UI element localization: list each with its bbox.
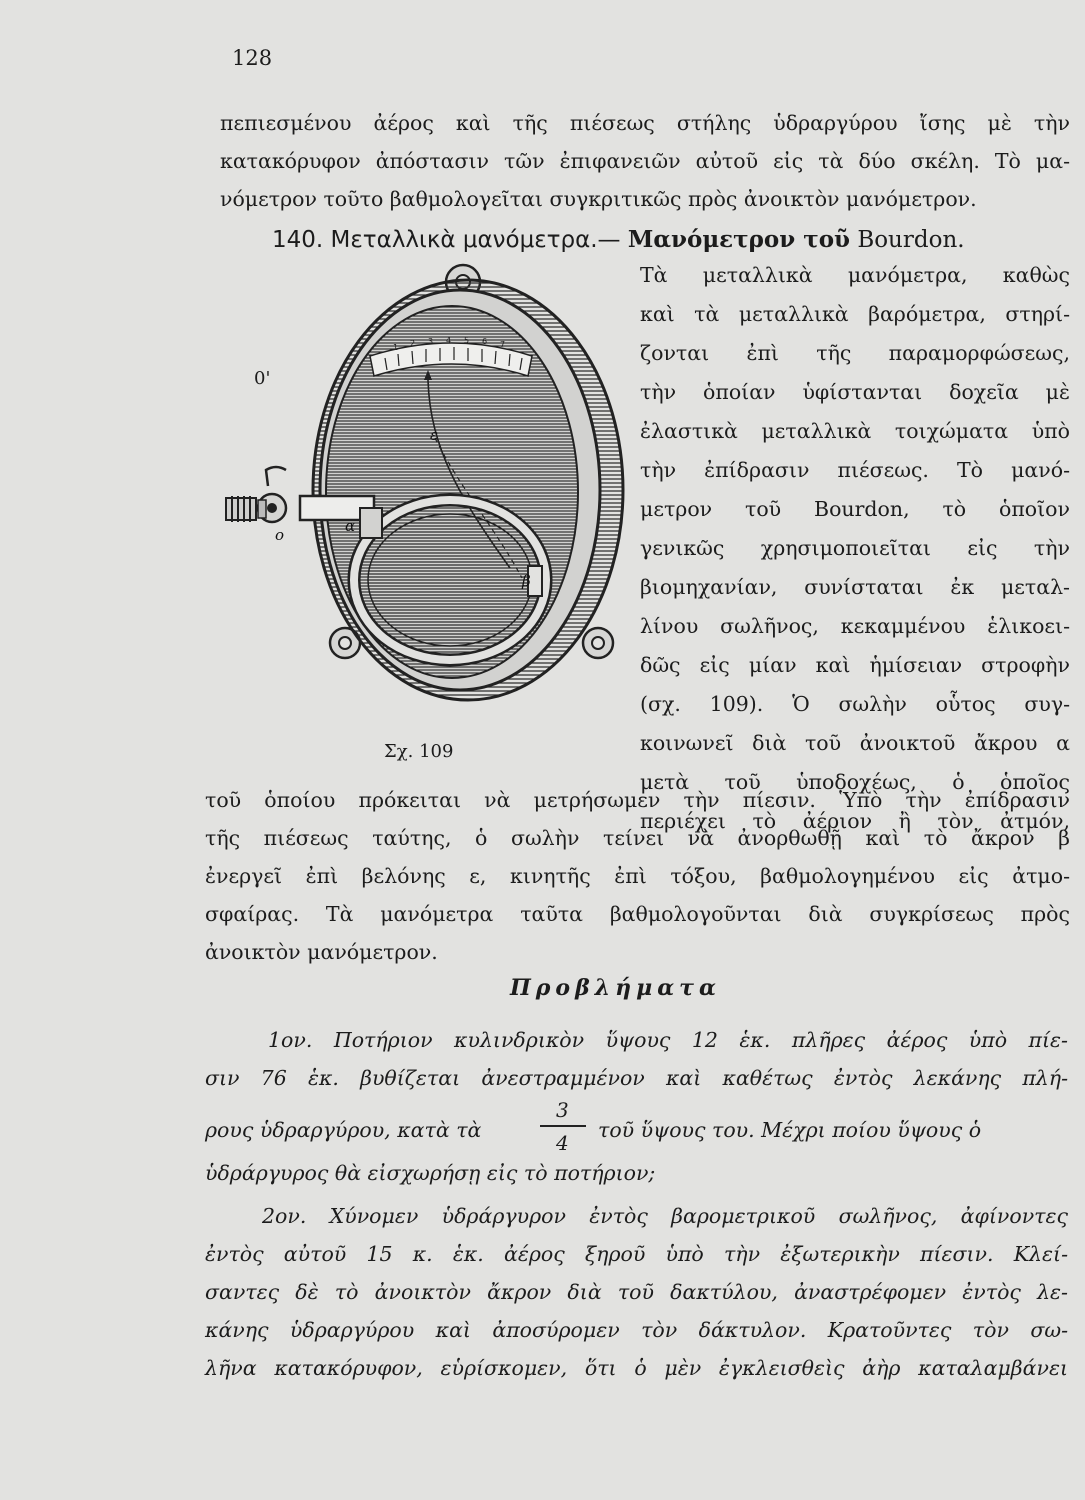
label-b: β bbox=[522, 572, 531, 590]
problem-line: ὑδράργυρος θὰ εἰσχωρήσῃ εἰς τὸ ποτήριον; bbox=[205, 1161, 656, 1185]
scale-number: 7 bbox=[500, 340, 506, 349]
problem-line: σιν 76 ἑκ. βυθίζεται ἀνεστραμμένον καὶ καθέτως ἐντὸς λεκάνης πλή- bbox=[205, 1066, 1068, 1090]
problem-line: ρους ὑδραργύρου, κατὰ τὰ bbox=[205, 1118, 482, 1142]
page-number: 128 bbox=[232, 46, 273, 70]
text-line: βιομηχανίαν, συνίσταται ἐκ μεταλ- bbox=[640, 575, 1070, 599]
fraction-denominator: 4 bbox=[556, 1131, 569, 1155]
scale-number: 2 bbox=[410, 339, 416, 348]
text-line: ζονται ἐπὶ τῆς παραμορφώσεως, bbox=[640, 341, 1070, 365]
scale-number: 6 bbox=[482, 337, 488, 346]
scale-number: 4 bbox=[446, 336, 452, 345]
fraction-numerator: 3 bbox=[556, 1098, 569, 1122]
text-line: νόμετρον τοῦτο βαθμολογεῖται συγκριτικῶς πρὸς ἀνοικτὸν μανόμετρον. bbox=[220, 187, 977, 211]
text-line: ἐνεργεῖ ἐπὶ βελόνης ε, κινητῆς ἐπὶ τόξου, βαθμολογημένου εἰς ἀτμο- bbox=[205, 864, 1070, 888]
problem-line: λῆνα κατακόρυφον, εὑρίσκομεν, ὅτι ὁ μὲν ἐγκλεισθεὶς ἀὴρ καταλαμβάνει bbox=[205, 1356, 1068, 1380]
problem-line: τοῦ ὕψους του. Μέχρι ποίου ὕψους ὁ bbox=[598, 1118, 982, 1142]
text-line: (σχ. 109). Ὁ σωλὴν οὗτος συγ- bbox=[640, 692, 1070, 716]
text-line: κοινωνεῖ διὰ τοῦ ἀνοικτοῦ ἄκρου α bbox=[640, 731, 1070, 755]
section-number: 140. bbox=[272, 227, 324, 253]
text-line: λίνου σωλῆνος, κεκαμμένου ἑλικοει- bbox=[640, 614, 1070, 638]
bourdon-manometer-figure bbox=[210, 258, 630, 728]
text-line: δῶς εἰς μίαν καὶ ἡμίσειαν στροφὴν bbox=[640, 653, 1070, 677]
fraction-bar bbox=[540, 1125, 586, 1127]
label-e: ε bbox=[430, 426, 439, 444]
problem-line: κάνης ὑδραργύρου καὶ ἀποσύρομεν τὸν δάκτυλον. Κρατοῦντες τὸν σω- bbox=[205, 1318, 1068, 1342]
label-a: α bbox=[345, 517, 356, 535]
section-name: Bourdon. bbox=[857, 227, 965, 253]
problem-line: σαντες δὲ τὸ ἀνοικτὸν ἄκρον διὰ τοῦ δακτύλου, ἀναστρέφομεν ἐντὸς λε- bbox=[205, 1280, 1068, 1304]
scale-number: 5 bbox=[464, 336, 470, 345]
section-subtitle: Μανόμετρον τοῦ bbox=[627, 226, 850, 253]
problem-line: 1ον. Ποτήριον κυλινδρικὸν ὕψους 12 ἑκ. πλῆρες ἀέρος ὑπὸ πίε- bbox=[268, 1028, 1068, 1052]
figure-caption: Σχ. 109 bbox=[384, 741, 454, 762]
text-line: καὶ τὰ μεταλλικὰ βαρόμετρα, στηρί- bbox=[640, 302, 1070, 326]
problem-line: ἐντὸς αὐτοῦ 15 κ. ἑκ. ἀέρος ξηροῦ ὑπὸ τὴν ἐξωτερικὴν πίεσιν. Κλεί- bbox=[205, 1242, 1068, 1266]
threaded-connector bbox=[226, 496, 256, 522]
text-line: πεπιεσμένου ἀέρος καὶ τῆς πιέσεως στήλης ὑδραργύρου ἴσης μὲ τὴν bbox=[220, 111, 1070, 135]
text-line: Τὰ μεταλλικὰ μανόμετρα, καθὼς bbox=[640, 263, 1070, 287]
scale-number: 3 bbox=[428, 337, 434, 346]
text-line: μετὰ τοῦ ὑποδοχέως, ὁ ὁποῖος bbox=[640, 770, 1070, 794]
section-heading bbox=[272, 226, 965, 253]
text-line: τὴν ἐπίδρασιν πιέσεως. Τὸ μανό- bbox=[640, 458, 1070, 482]
text-line: τοῦ ὁποίου πρόκειται νὰ μετρήσωμεν τὴν πίεσιν. Ὑπὸ τὴν ἐπίδρασιν bbox=[205, 788, 1070, 812]
text-line: περιέχει τὸ ἀέριον ἢ τὸν ἀτμόν, bbox=[640, 809, 1070, 833]
text-line: τὴν ὁποίαν ὑφίστανται δοχεῖα μὲ bbox=[640, 380, 1070, 404]
text-line: κατακόρυφον ἀπόστασιν τῶν ἐπιφανειῶν αὐτοῦ εἰς τὰ δύο σκέλη. Τὸ μα- bbox=[220, 149, 1070, 173]
problems-title: Προβλήματα bbox=[510, 975, 721, 1001]
text-line: τῆς πιέσεως ταύτης, ὁ σωλὴν τείνει νὰ ἀνορθωθῇ καὶ τὸ ἄκρον β bbox=[205, 826, 1070, 850]
figure-side-label: 0' bbox=[254, 368, 271, 389]
section-title: Μεταλλικὰ μανόμετρα.— bbox=[330, 227, 621, 253]
text-line: σφαίρας. Τὰ μανόμετρα ταῦτα βαθμολογοῦνται διὰ συγκρίσεως πρὸς bbox=[205, 902, 1070, 926]
text-line: μετρον τοῦ Bourdon, τὸ ὁποῖον bbox=[640, 497, 1070, 521]
text-line: ἀνοικτὸν μανόμετρον. bbox=[205, 940, 438, 964]
text-line: γενικῶς χρησιμοποιεῖται εἰς τὴν bbox=[640, 536, 1070, 560]
label-o: ο bbox=[275, 526, 285, 544]
problem-line: 2ον. Χύνομεν ὑδράργυρον ἐντὸς βαρομετρικοῦ σωλῆνος, ἀφίνοντες bbox=[262, 1204, 1068, 1228]
scale-number: 1 bbox=[393, 343, 399, 352]
text-line: ἐλαστικὰ μεταλλικὰ τοιχώματα ὑπὸ bbox=[640, 419, 1070, 443]
